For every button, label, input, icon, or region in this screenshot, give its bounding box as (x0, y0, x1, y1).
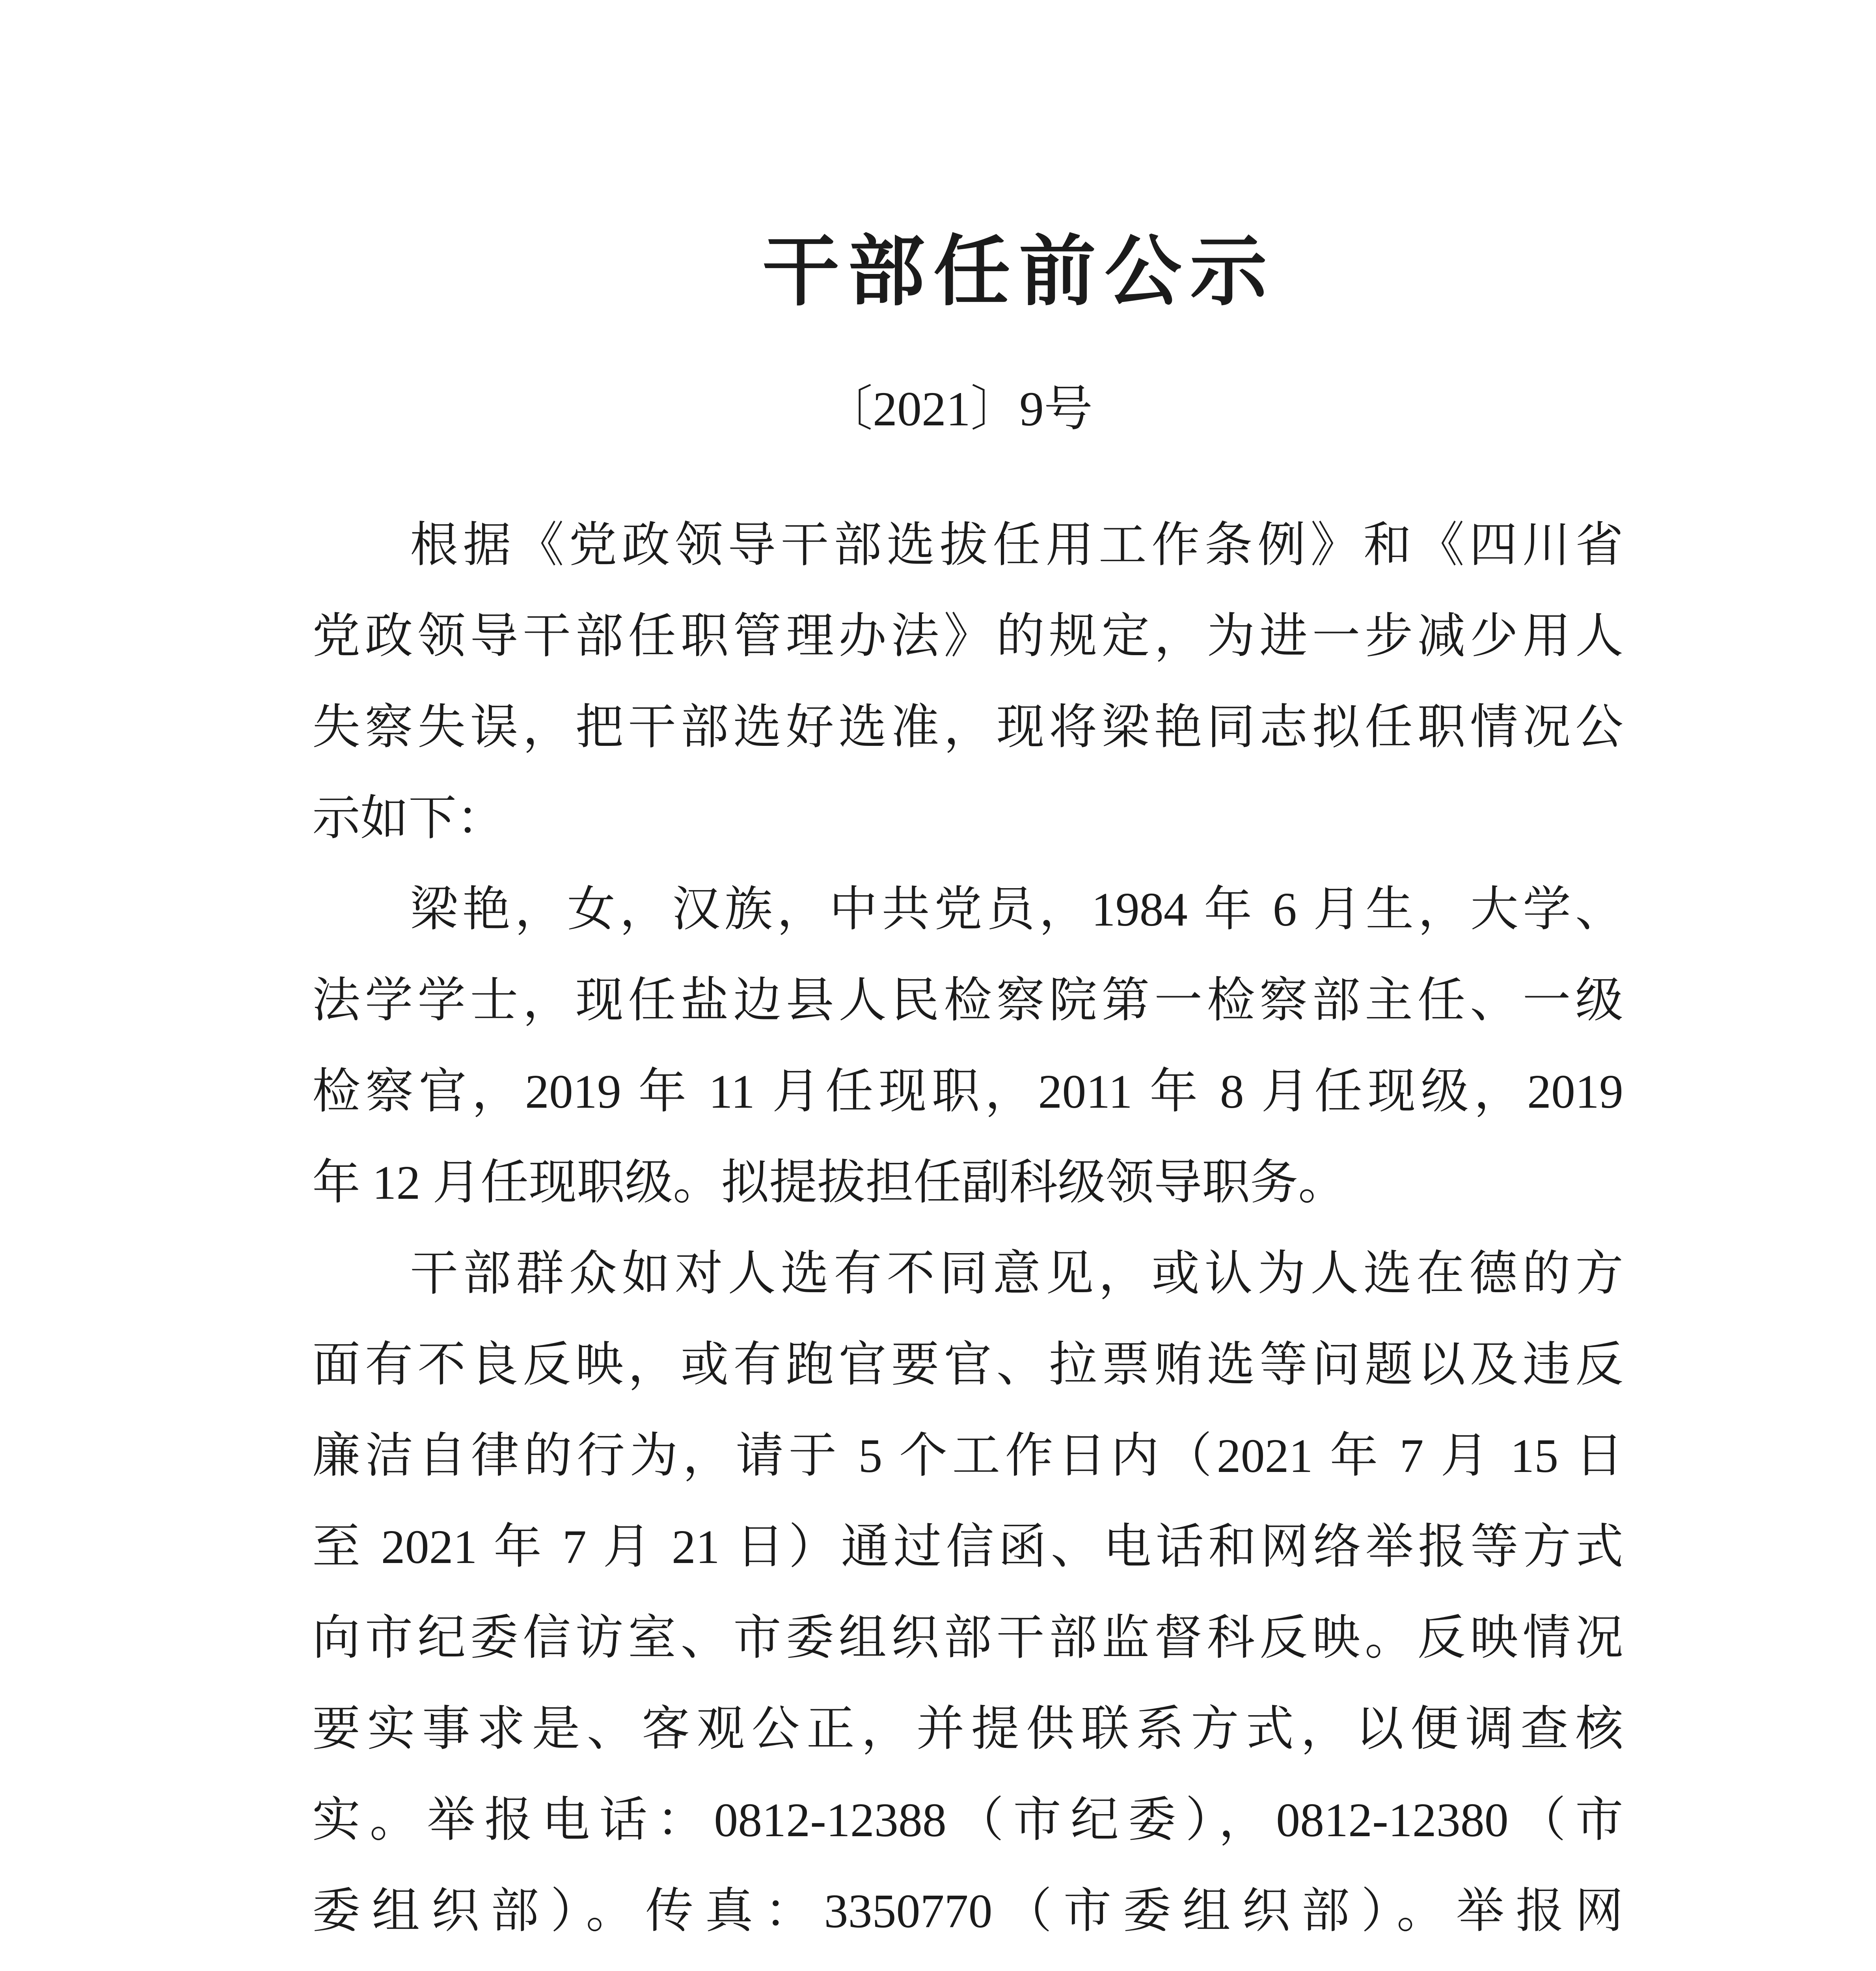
text-line: 廉洁自律的行为，请于 5 个工作日内（2021 年 7 月 15 日 (312, 1429, 1623, 1483)
text-line: 至 2021 年 7 月 21 日）通过信函、电话和网络举报等方式 (312, 1520, 1623, 1574)
text-line: 示如下： (312, 792, 505, 845)
paragraph-feedback-instructions (312, 1228, 1623, 1971)
text-line: 要实事求是、客观公正，并提供联系方式，以便调查核 (312, 1703, 1623, 1756)
text-line: 实。举报电话：0812-12388（市纪委），0812-12380（市 (312, 1794, 1623, 1847)
text-line: 向市纪委信访室、市委组织部干部监督科反映。反映情况 (312, 1611, 1623, 1665)
text-line (312, 1957, 1623, 1971)
text-line: 党政领导干部任职管理办法》的规定，为进一步减少用人 (312, 610, 1623, 663)
text-line: 检察官，2019 年 11 月任现职，2011 年 8 月任现级，2019 (312, 1065, 1623, 1118)
paragraph-candidate-profile (312, 864, 1623, 1228)
text-line: 面有不良反映，或有跑官要官、拉票贿选等问题以及违反 (312, 1338, 1623, 1392)
paragraph-appointment-basis (312, 500, 1623, 864)
text-line: 根据《党政领导干部选拔任用工作条例》和《四川省 (410, 519, 1623, 572)
text-line: 年 12 月任现职级。拟提拔担任副科级领导职务。 (312, 1156, 1346, 1209)
document-body (312, 500, 1623, 1971)
text-line: 干部群众如对人选有不同意见，或认为人选在德的方 (410, 1247, 1623, 1300)
document-number: 〔2021〕9号 (824, 382, 1093, 436)
text-line: 法学学士，现任盐边县人民检察院第一检察部主任、一级 (312, 974, 1623, 1027)
document-title: 干部任前公示 (762, 230, 1276, 315)
text-line: 梁艳，女，汉族，中共党员，1984 年 6 月生，大学、 (410, 883, 1623, 936)
text-line: 委组织部）。传真：3350770（市委组织部）。举报网 (312, 1885, 1623, 1938)
text-line: 失察失误，把干部选好选准，现将梁艳同志拟任职情况公 (312, 701, 1623, 754)
